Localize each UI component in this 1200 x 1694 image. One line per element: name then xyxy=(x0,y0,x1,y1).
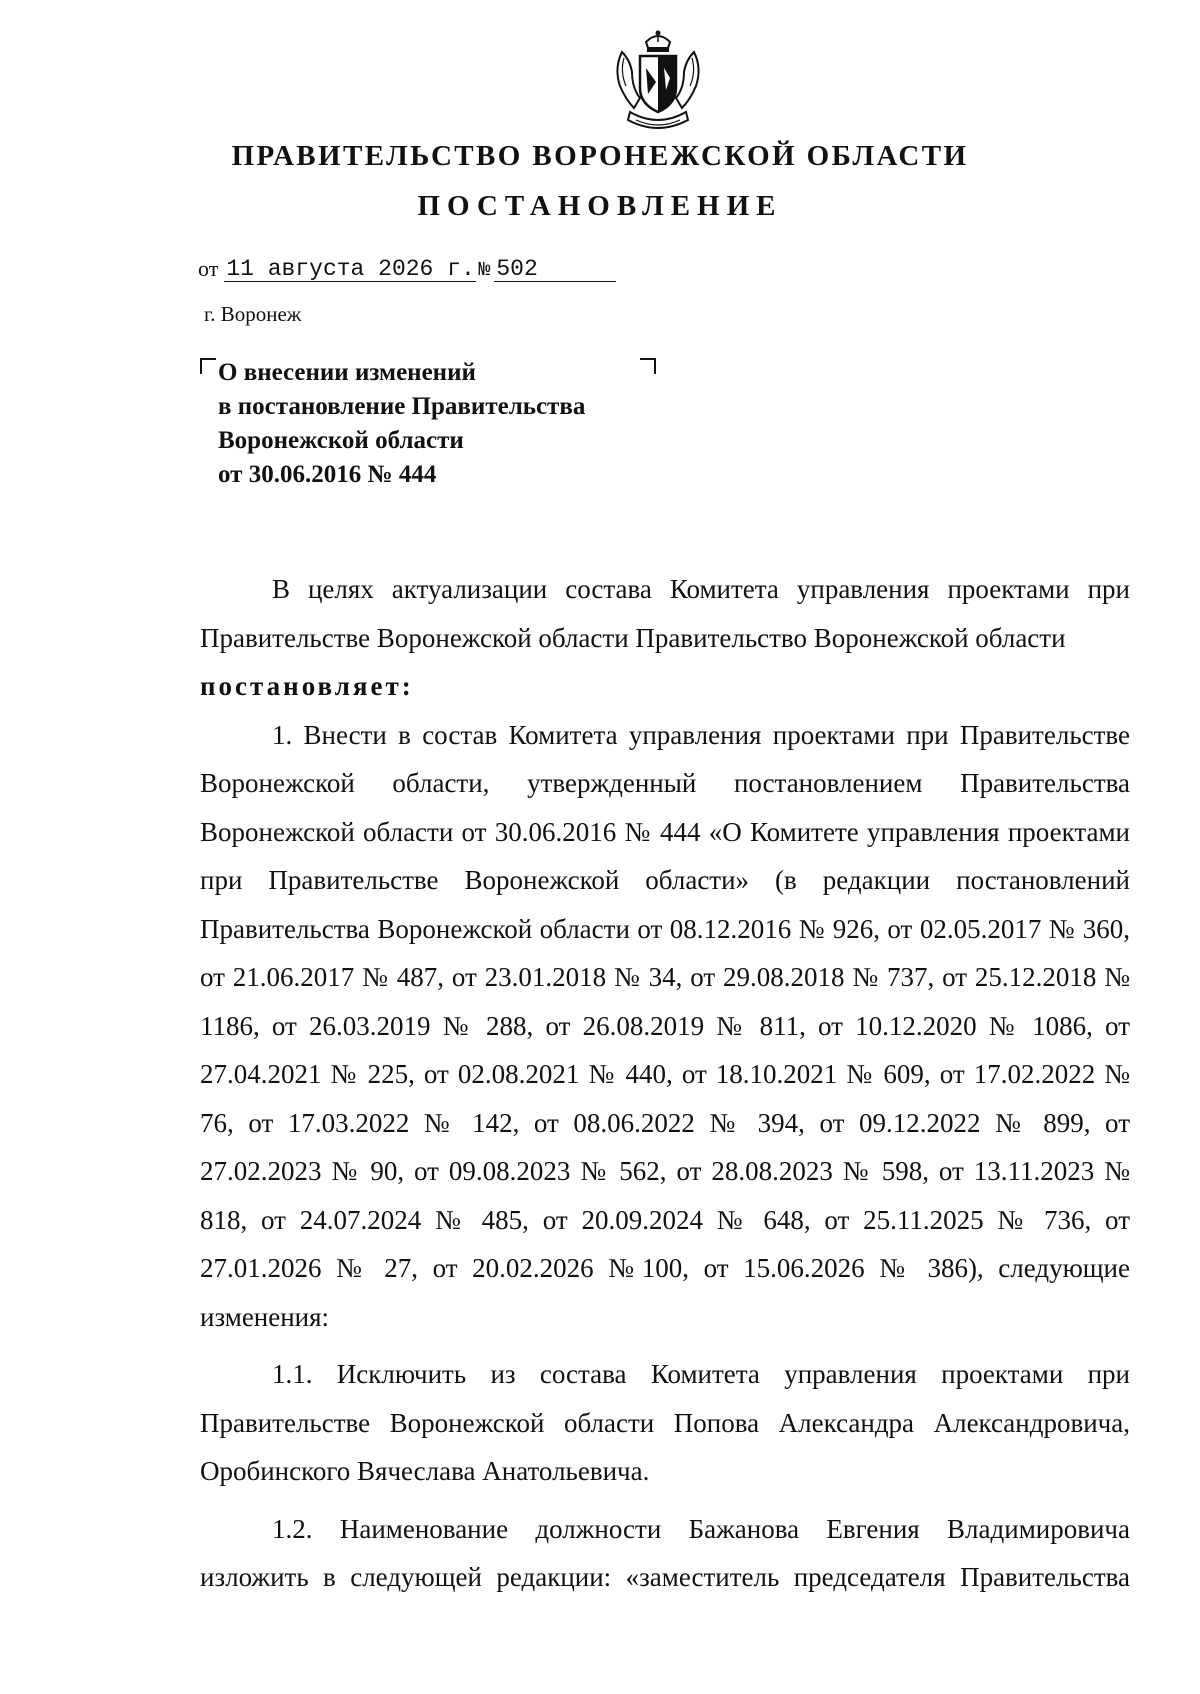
number-value: 502 xyxy=(494,258,616,282)
city: г. Воронеж xyxy=(204,302,302,326)
number-label: № xyxy=(478,259,491,282)
date-value: 11 августа 2026 г. xyxy=(226,256,475,282)
decree-word-paragraph xyxy=(200,662,1130,711)
government-title: ПРАВИТЕЛЬСТВО ВОРОНЕЖСКОЙ ОБЛАСТИ xyxy=(231,140,969,172)
document-body xyxy=(200,565,1130,1602)
subject-corner-left xyxy=(200,358,216,374)
decree-word: постановляет: xyxy=(200,671,414,701)
preamble-text: В целях актуализации состава Комитета управления проектами при Правительстве Воронежской области Правительство Воронежской области xyxy=(200,574,1130,653)
document-subject xyxy=(218,356,678,492)
subject-line: О внесении изменений xyxy=(218,359,476,386)
date-number-line xyxy=(198,256,616,282)
date-label: от xyxy=(198,256,219,281)
preamble-paragraph xyxy=(200,565,1130,662)
item-1: 1. Внести в состав Комитета управления проектами при Правительстве Воронежской области, утвержденный постановлением Правительства Воронежской области от 30.06.2016 № 444 «О Комитете управления проектами при Правительстве Воронежской области» (в редакции постановлений Правительства Воронежской области от 08.12.2016 № 926, от 02.05.2017 № 360, от 21.06.2017 № 487, от 23.01.2018 № 34, от 29.08.2018 № 737, от 25.12.2018 № 1186, от 26.03.2019 № 288, от 26.08.2019 № 811, от 10.12.2020 № 1086, от 27.04.2021 № 225, от 02.08.2021 № 440, от 18.10.2021 № 609, от 17.02.2022 № 76, от 17.03.2022 № 142, от 08.06.2022 № 394, от 09.12.2022 № 899, от 27.02.2023 № 90, от 09.08.2023 № 562, от 28.08.2023 № 598, от 13.11.2023 № 818, от 24.07.2024 № 485, от 20.09.2024 № 648, от 25.11.2025 № 736, от 27.01.2026 № 27, от 20.02.2026 №100, от 15.06.2026 № 386), следующие изменения: xyxy=(200,719,1130,1332)
subject-line: Воронежской области xyxy=(218,427,464,454)
coat-of-arms-icon xyxy=(612,28,704,136)
subject-line: в постановление Правительства xyxy=(218,393,586,420)
subject-line: от 30.06.2016 № 444 xyxy=(218,461,437,488)
item-1-1: 1.1. Исключить из состава Комитета управления проектами при Правительстве Воронежской области Попова Александра Александровича, Оробинского Вячеслава Анатольевича. xyxy=(200,1359,1130,1486)
document-type: ПОСТАНОВЛЕНИЕ xyxy=(417,190,783,222)
item-1-2: 1.2. Наименование должности Бажанова Евгения Владимировича изложить в следующей редакции: «заместитель председателя Правительства xyxy=(200,1513,1130,1592)
